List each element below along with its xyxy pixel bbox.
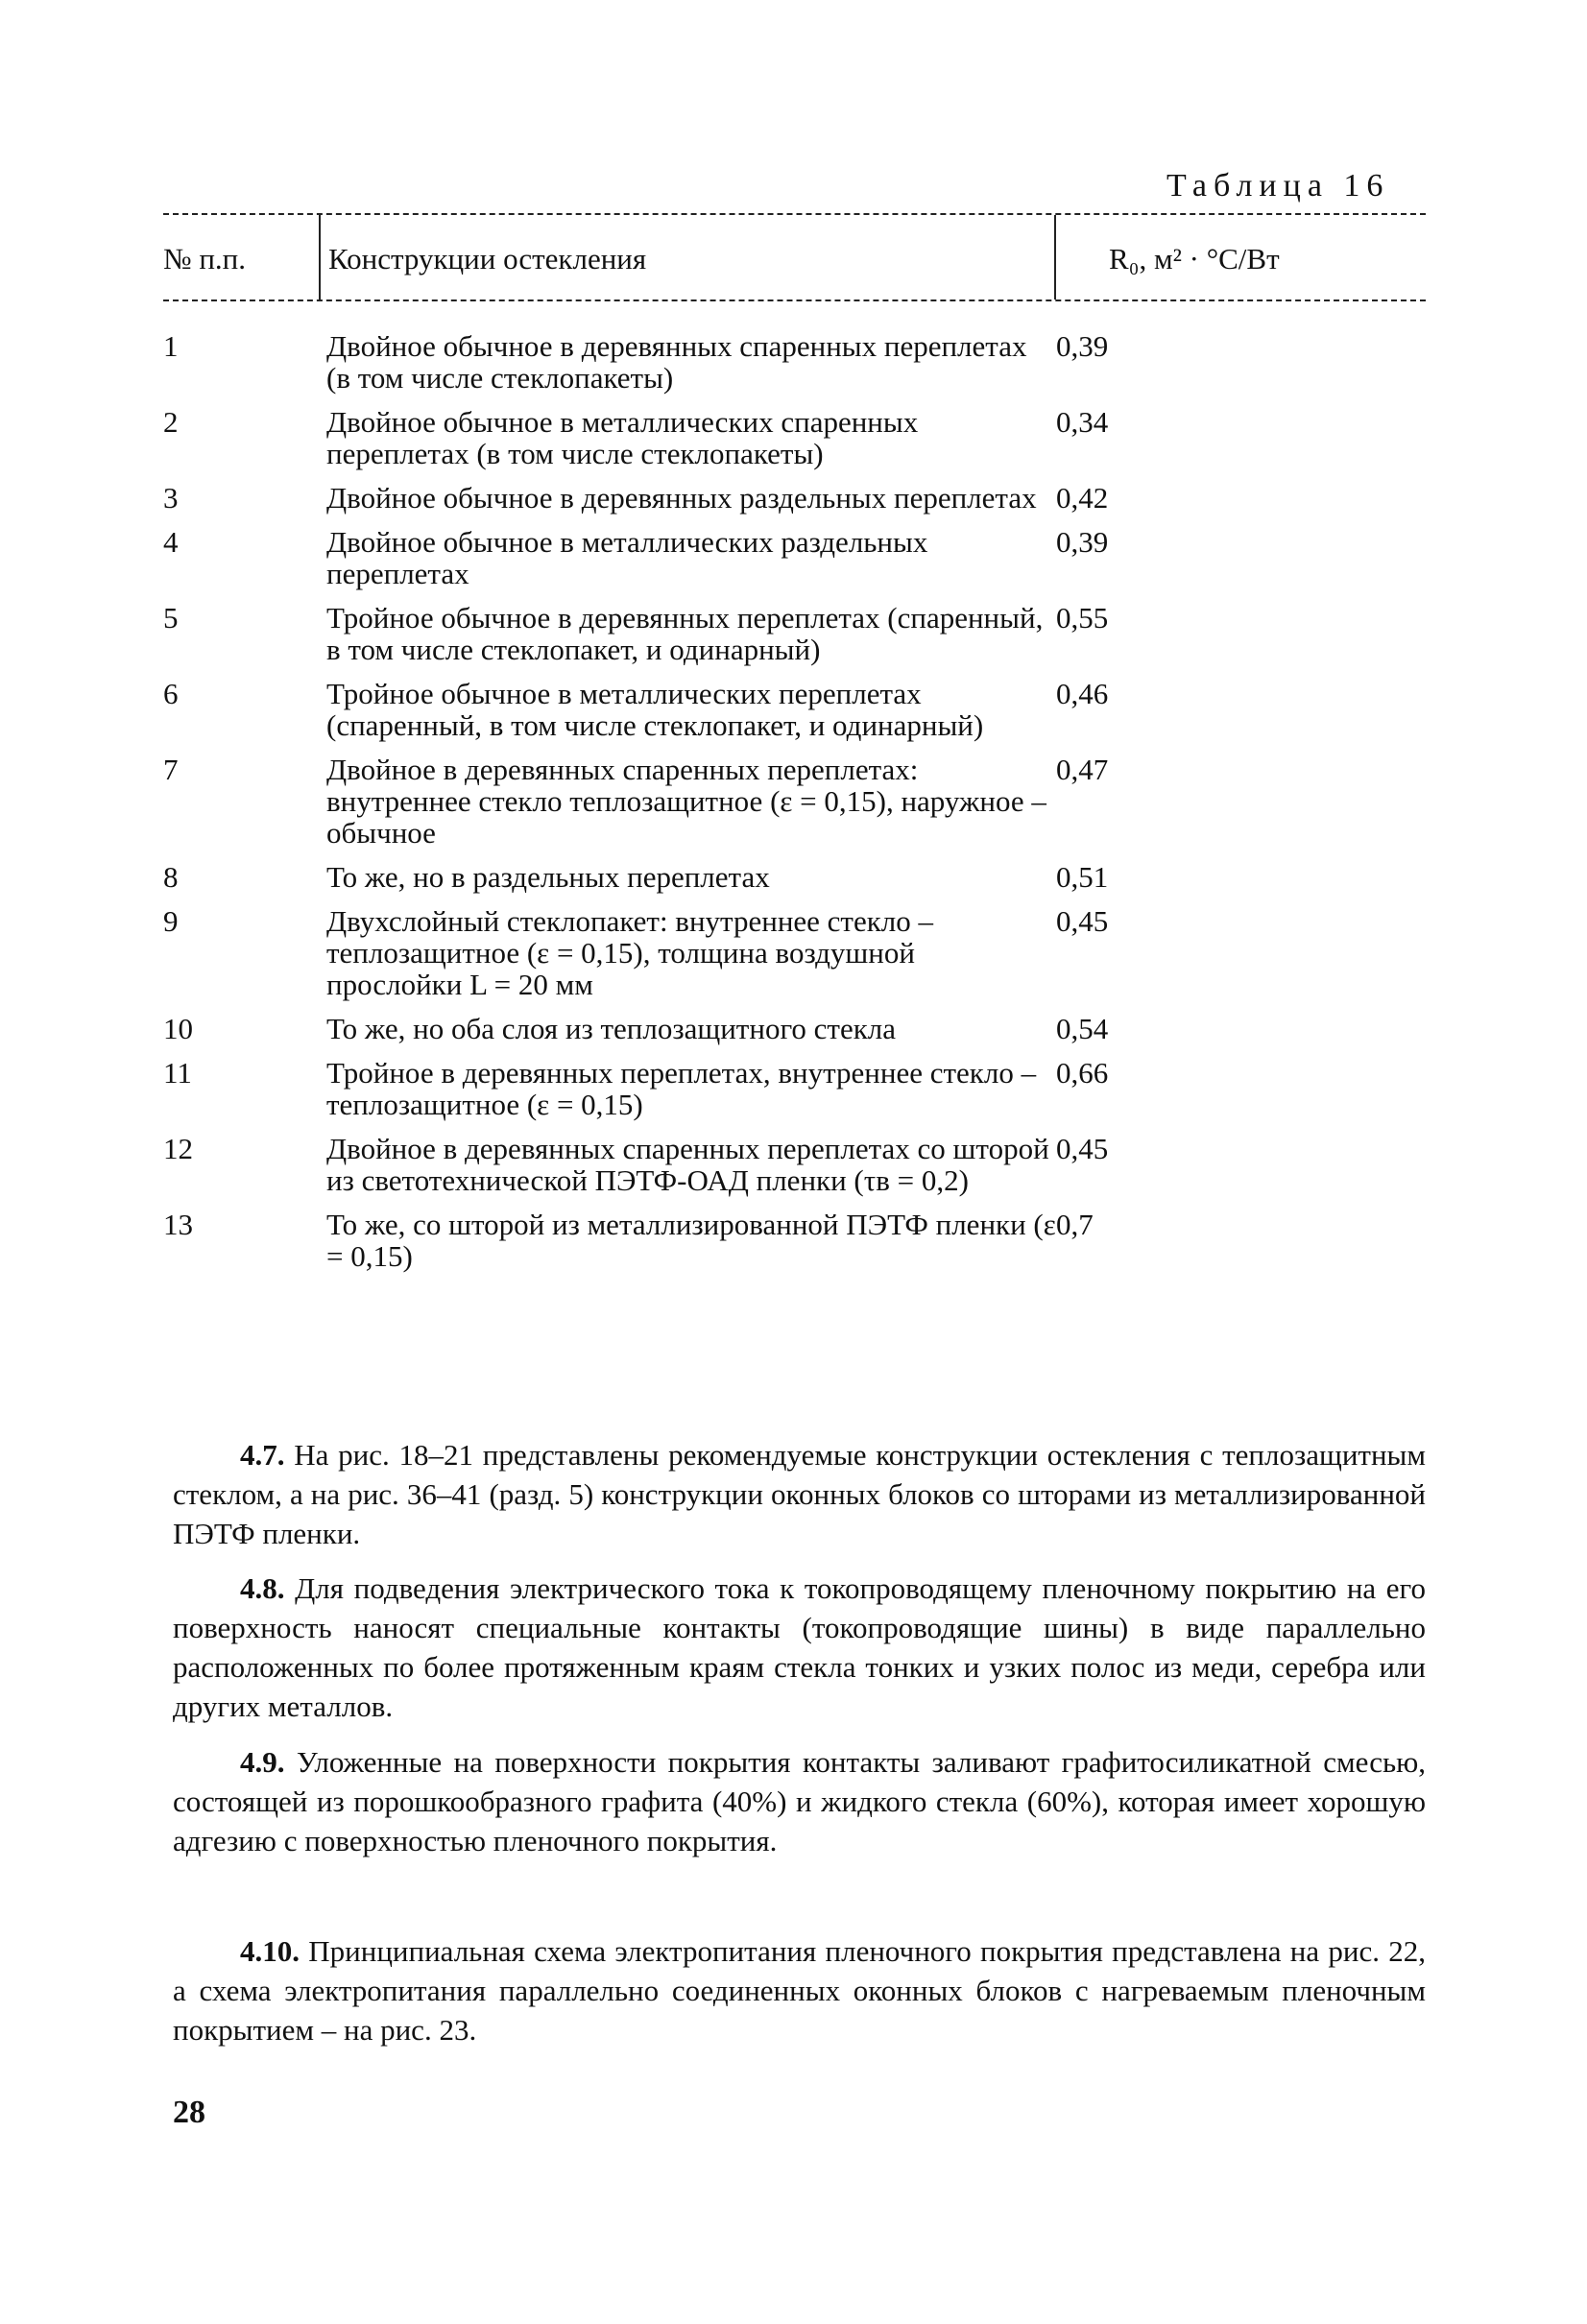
row-resistance: 0,47	[1056, 753, 1109, 786]
row-construction: Двойное обычное в металлических спаренных переплетах (в том числе стеклопакеты)	[326, 405, 919, 470]
row-construction: Двойное обычное в деревянных спаренных переплетах (в том числе стеклопакеты)	[326, 329, 1027, 395]
glazing-table	[163, 213, 1426, 1284]
row-resistance: 0,39	[1056, 329, 1109, 363]
row-construction: Тройное обычное в металлических переплетах (спаренный, в том числе стеклопакет, и одинарный)	[326, 677, 984, 742]
table-caption: Таблица 16	[1166, 168, 1390, 204]
table-row	[163, 602, 1426, 665]
header-construction: Конструкции остекления	[328, 242, 647, 276]
row-number: 4	[163, 525, 179, 559]
paragraph-4-7	[173, 1435, 1426, 1553]
table-row	[163, 905, 1426, 1000]
table-row	[163, 330, 1426, 394]
header-resistance: R₀, м² · °С/Вт	[1109, 242, 1280, 276]
paragraph-number: 4.7.	[240, 1438, 285, 1472]
row-resistance: 0,45	[1056, 904, 1109, 938]
row-construction: Двойное в деревянных спаренных переплетах со шторой из светотехнической ПЭТФ-ОАД пленки (τв = 0,2)	[326, 1132, 1049, 1197]
header-divider	[1054, 215, 1056, 299]
row-number: 7	[163, 753, 179, 786]
paragraph-4-9	[173, 1742, 1426, 1860]
row-resistance: 0,54	[1056, 1012, 1109, 1045]
row-number: 8	[163, 860, 179, 894]
row-construction: Двойное обычное в металлических раздельных переплетах	[326, 525, 928, 590]
table-row	[163, 1209, 1426, 1272]
table-header	[163, 215, 1426, 299]
row-resistance: 0,7	[1056, 1208, 1094, 1241]
row-construction: Тройное в деревянных переплетах, внутреннее стекло – теплозащитное (ε = 0,15)	[326, 1056, 1037, 1121]
row-number: 6	[163, 677, 179, 710]
paragraph-4-10	[173, 1931, 1426, 2049]
row-construction: То же, но в раздельных переплетах	[326, 860, 770, 894]
paragraph-number: 4.9.	[240, 1745, 285, 1779]
header-number: № п.п.	[163, 242, 247, 276]
row-number: 3	[163, 481, 179, 515]
paragraph-text: На рис. 18–21 представлены рекомендуемые конструкции остекления с теплозащитным стеклом, а на рис. 36–41 (разд. 5) конструкции оконных блоков со шторами из металлизированной ПЭТФ пленки.	[173, 1438, 1427, 1550]
paragraph-number: 4.8.	[240, 1571, 285, 1605]
row-construction: Двойное обычное в деревянных раздельных переплетах	[326, 481, 1037, 515]
row-number: 1	[163, 329, 179, 363]
page-number: 28	[173, 2095, 205, 2130]
row-resistance: 0,42	[1056, 481, 1109, 515]
paragraph-text: Для подведения электрического тока к токопроводящему пленочному покрытию на его поверхность наносят специальные контакты (токопроводящие шины) в виде параллельно расположенных по более протяженным краям стекла тонких и узких полос из меди, серебра или других металлов.	[173, 1571, 1426, 1723]
table-row	[163, 1013, 1426, 1044]
table-row	[163, 861, 1426, 893]
paragraph-text: Уложенные на поверхности покрытия контакты заливают графитосиликатной смесью, состоящей из порошкообразного графита (40%) и жидкого стекла (60%), которая имеет хорошую адгезию с поверхностью пленочного покрытия.	[173, 1745, 1426, 1857]
row-resistance: 0,45	[1056, 1132, 1109, 1165]
paragraph-text: Принципиальная схема электропитания пленочного покрытия представлена на рис. 22, а схема электропитания параллельно соединенных оконных блоков с нагреваемым пленочным покрытием – на рис. 23.	[173, 1934, 1426, 2047]
row-number: 12	[163, 1132, 193, 1165]
row-construction: То же, со шторой из металлизированной ПЭТФ пленки (ε = 0,15)	[326, 1208, 1056, 1273]
row-number: 9	[163, 904, 179, 938]
row-number: 2	[163, 405, 179, 439]
row-resistance: 0,55	[1056, 601, 1109, 635]
paragraph-4-8	[173, 1569, 1426, 1726]
row-number: 10	[163, 1012, 193, 1045]
row-resistance: 0,34	[1056, 405, 1109, 439]
header-divider	[319, 215, 321, 299]
table-row	[163, 754, 1426, 849]
row-number: 11	[163, 1056, 192, 1090]
row-construction: Тройное обычное в деревянных переплетах (спаренный, в том числе стеклопакет, и одинарный)	[326, 601, 1044, 666]
table-row	[163, 406, 1426, 469]
row-construction: Двухслойный стеклопакет: внутреннее стекло – теплозащитное (ε = 0,15), толщина воздушной прослойки L = 20 мм	[326, 904, 934, 1001]
paragraph-number: 4.10.	[240, 1934, 300, 1968]
table-row	[163, 482, 1426, 514]
row-number: 13	[163, 1208, 193, 1241]
row-construction: То же, но оба слоя из теплозащитного стекла	[326, 1012, 896, 1045]
table-row	[163, 1057, 1426, 1120]
row-resistance: 0,51	[1056, 860, 1109, 894]
row-resistance: 0,46	[1056, 677, 1109, 710]
table-row	[163, 1133, 1426, 1196]
row-resistance: 0,39	[1056, 525, 1109, 559]
table-header-rule	[163, 299, 1426, 301]
row-number: 5	[163, 601, 179, 635]
table-row	[163, 526, 1426, 589]
table-row	[163, 678, 1426, 741]
row-resistance: 0,66	[1056, 1056, 1109, 1090]
table-body	[163, 330, 1426, 1272]
row-construction: Двойное в деревянных спаренных переплетах: внутреннее стекло теплозащитное (ε = 0,15), наружное – обычное	[326, 753, 1046, 850]
